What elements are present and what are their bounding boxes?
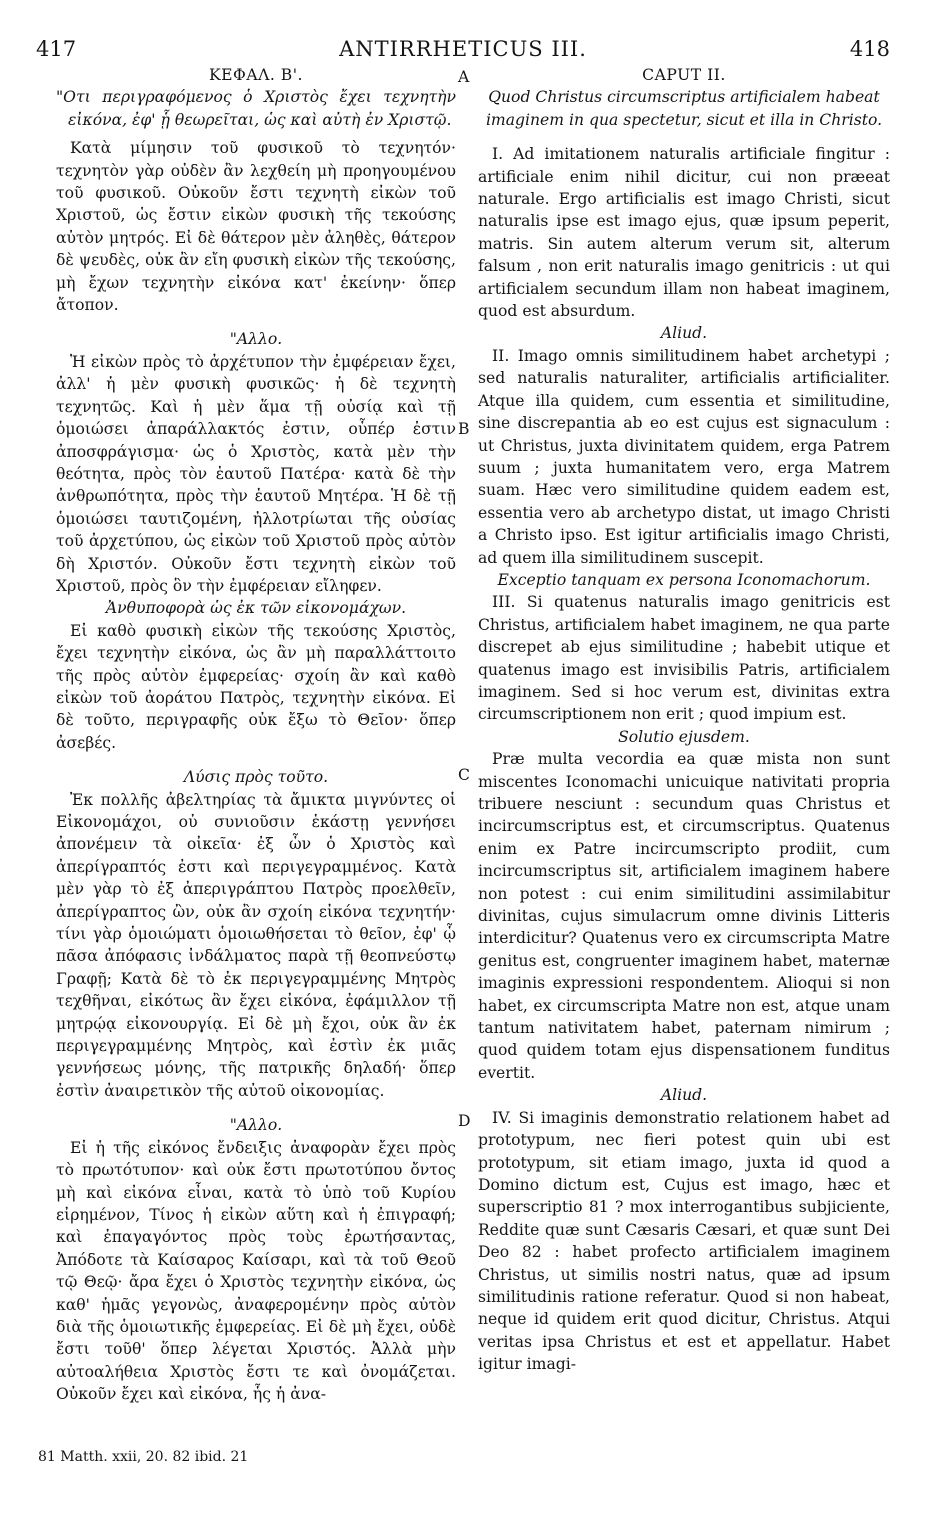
greek-paragraph: Κατὰ μίμησιν τοῦ φυσικοῦ τὸ τεχνητόν· τεχνητὸν γὰρ οὐδὲν ἂν λεχθείη μὴ προηγουμένου τοῦ φυσικοῦ. Οὐκοῦν ἔστι τεχνητὴ εἰκὼν τοῦ Χριστοῦ, ὡς ἔστιν εἰκὼν φυσικὴ τῆς τεκούσης αὐτὸν μητρός. Εἰ δὲ θάτερον μὲν ἀληθὲς, θάτερον δὲ ψευδὲς, οὐκ ἂν εἴη φυσικὴ εἰκὼν τῆς τεκούσης, μὴ ἔχων τεχνητὴν εἰκόνα κατ' ἐκείνην· ὅπερ ἄτοπον. [56,139,456,315]
latin-section-heading: Aliud. [660,324,708,343]
greek-section-heading: Λύσις πρὸς τοῦτο. [183,768,329,787]
latin-section-heading: Exceptio tanquam ex persona Iconomachorum. [497,570,871,589]
greek-paragraph: Εἰ ἡ τῆς εἰκόνος ἔνδειξις ἀναφορὰν ἔχει πρὸς τὸ πρωτότυπον· καὶ οὐκ ἔστι πρωτοτύπου ὄντος μὴ καὶ εἰκόνα εἶναι, κατὰ τὸ ὑπὸ τοῦ Κυρίου εἰρημένον, Τίνος ἡ εἰκὼν αὕτη καὶ ἡ ἐπιγραφή; καὶ ἐπαγαγόντος πρὸς τοὺς ἐρωτήσαντας, Ἀπόδοτε τὰ Καίσαρος Καίσαρι, καὶ τὰ τοῦ Θεοῦ τῷ Θεῷ· ἄρα ἔχει ὁ Χριστὸς τεχνητὴν εἰκόνα, ὡς καθ' ἡμᾶς γεγονὼς, ἀναφερομένην πρὸς αὐτὸν διὰ τῆς ὁμοιωτικῆς ἐμφερείας. Εἰ δὲ μὴ ἔχει, οὐδὲ ἔστι τοῦθ' ὅπερ λέγεται Χριστός. Ἀλλὰ μὴν αὐτοαλήθεια Χριστὸς ἔστι τε καὶ ὀνομάζεται. Οὐκοῦν ἔχει καὶ εἰκόνα, ἧς ἡ ἀνα- [56,1138,456,1404]
greek-chapter-title: "Οτι περιγραφόμενος ὁ Χριστὸς ἔχει τεχνητὴν εἰκόνα, ἐφ' ᾗ θεωρεῖται, ὡς καὶ αὐτὴ ἐν Χριστῷ. [56,88,456,129]
latin-section-heading: Aliud. [660,1086,708,1105]
latin-paragraph: III. Si quatenus naturalis imago genitricis est Christus, artificialem habet imaginem, ne qua parte discrepet ab ejus similitudine ; habebit utique et quatenus imago est invisibilis Patris, artificialem imaginem. Sed si hoc verum est, divinitas extra circumscriptionem non erit ; quod impium est. [478,593,890,724]
latin-chapter-heading: CAPUT II. [642,66,726,84]
greek-section-heading: "Αλλο. [229,330,283,349]
latin-paragraph: II. Imago omnis similitudinem habet archetypi ; sed naturalis naturaliter, artificialis artificialiter. Atque illa quidem, cum essentia et similitudine, sine discrepantia ab eo est cujus est signaculum : ut Christus, juxta divinitatem quidem, erga Patrem suum ; juxta humanitatem vero, erga Matrem suam. Hæc vero similitudine quidem eadem est, essentia vero ab archetypo distat, ut imago Christi a Christo ipso. Est igitur artificialis imago Christi, ad quem illa similitudinem suscepit. [478,346,890,567]
margin-letter-a: A [458,68,470,86]
latin-section-heading: Solutio ejusdem. [618,727,750,746]
greek-paragraph: Εἰ καθὸ φυσικὴ εἰκὼν τῆς τεκούσης Χριστὸς, ἔχει τεχνητὴν εἰκόνα, ὡς ἂν μὴ παραλλάττοιτο τῆς πρὸς αὐτὸν ἐμφερείας· σχοίη ἂν καὶ καθὸ εἰκὼν τοῦ ἀοράτου Πατρὸς, τεχνητὴν εἰκόνα. Εἰ δὲ τοῦτο, περιγραφῆς οὐκ ἔξω τὸ Θεῖον· ὅπερ ἀσεβές. [56,621,456,752]
greek-section-heading: Ἀνθυποφορὰ ὡς ἐκ τῶν εἰκονομάχων. [105,599,407,618]
latin-chapter-title: Quod Christus circumscriptus artificialem habeat imaginem in qua spectetur, sicut et illa in Christo. [485,88,883,129]
greek-paragraph: Ἡ εἰκὼν πρὸς τὸ ἀρχέτυπον τὴν ἐμφέρειαν ἔχει, ἀλλ' ἡ μὲν φυσικὴ φυσικῶς· ἡ δὲ τεχνητὴ τεχνητῶς. Καὶ ἡ μὲν ἅμα τῇ οὐσίᾳ καὶ τῇ ὁμοιώσει ἀπαράλλακτός ἐστιν, οὗπέρ ἐστιν ἀποσφράγισμα· ὡς ὁ Χριστὸς, κατὰ μὲν τὴν θεότητα, πρὸς τὸν ἑαυτοῦ Πατέρα· κατὰ δὲ τὴν ἀνθρωπότητα, πρὸς τὴν ἑαυτοῦ Μητέρα. Ἡ δὲ τῇ ὁμοιώσει ταυτιζομένη, ἠλλοτρίωται τῆς οὐσίας τοῦ ἀρχετύπου, ὡς εἰκὼν τοῦ Χριστοῦ πρὸς αὐτὸν δὴ Χριστόν. Οὐκοῦν ἔστι τεχνητὴ εἰκὼν τοῦ Χριστοῦ, πρὸς ὃν τὴν ἐμφέρειαν εἴληφεν. [56,352,456,595]
latin-paragraph: I. Ad imitationem naturalis artificiale fingitur : artificiale enim nihil dicitur, cui non præeat naturale. Ergo artificialis est imago Christi, sicut naturalis ipse est imago ejus, quæ ipsum peperit, matris. Sin autem alterum verum sit, alterum falsum , non erit naturalis imago genitricis : ut qui artificialem secundum illam non habeat imaginem, quod est absurdum. [478,145,890,321]
footnotes: 81 Matth. xxii, 20. 82 ibid. 21 [38,1449,249,1465]
latin-paragraph: IV. Si imaginis demonstratio relationem habet ad prototypum, nec fieri potest quin ubi est prototypum, sit etiam imago, juxta id quod a Domino dictum est, Cujus est imago, hæc et superscriptio 81 ? mox interrogantibus subjiciente, Reddite quæ sunt Cæsaris Cæsari, et quæ sunt Dei Deo 82 : habet profecto artificialem imaginem Christus, ut similis nostri natus, quæ ad ipsum similitudinis ratione referatur. Quod si non habeat, neque id quidem erit quod dicitur, Christus. Atqui veritas ipsa Christus et est et appellatur. Habet igitur imagi- [478,1108,890,1374]
margin-letter-b: B [458,420,470,438]
margin-letter-d: D [458,1112,471,1130]
greek-column [56,64,456,1406]
latin-paragraph: Præ multa vecordia ea quæ mista non sunt miscentes Iconomachi unicuique nativitati propria tribuere nesciunt : secundum quas Christus et incircumscriptus est, et circumscriptus. Quatenus enim ex Patre incircumscripto prodiit, cum incircumscriptus sit, artificialem imaginem habere non potest : cui enim similitudini assimilabitur divinitas, cujus simulacrum omne divinis Litteris interdicitur? Quatenus vero ex circumscripta Matre genitus est, congruenter imaginem habet, maternæ imaginis expressioni respondentem. Alioqui si non habet, ex circumscripta Matre non est, atque unam tantum nativitatem habet, paternam nimirum ; quod quidem totam ejus dispensationem funditus evertit. [478,750,890,1082]
page-number-right: 418 [849,37,890,61]
page-number-left: 417 [36,37,77,61]
greek-section-heading: "Αλλο. [229,1116,283,1135]
greek-chapter-heading: ΚΕΦΑΛ. Β'. [209,66,303,84]
latin-column [478,64,890,1376]
running-title: ANTIRRHETICUS III. [339,37,587,61]
greek-paragraph: Ἐκ πολλῆς ἀβελτηρίας τὰ ἄμικτα μιγνύντες οἱ Εἰκονομάχοι, οὐ συνιοῦσιν ἑκάστῃ γεννήσει ἀπονέμειν τὰ οἰκεῖα· ἐξ ὧν ὁ Χριστὸς καὶ ἀπερίγραπτός ἐστι καὶ περιγεγραμμένος. Κατὰ μὲν γὰρ τὸ ἐξ ἀπεριγράπτου Πατρὸς προελθεῖν, ἀπερίγραπτος ὢν, οὐκ ἂν σχοίη εἰκόνα τεχνητήν· τίνι γὰρ ὁμοιώματι ὁμοιωθήσεται τὸ θεῖον, ἐφ' ᾧ πᾶσα ἀπόφασις ἰνδάλματος παρὰ τῇ θεοπνεύστῳ Γραφῇ; Κατὰ δὲ τὸ ἐκ περιγεγραμμένης Μητρὸς τεχθῆναι, εἰκότως ἂν ἔχει εἰκόνα, ἐφάμιλλον τῇ μητρῴᾳ εἰκονουργίᾳ. Εἰ δὲ μὴ ἔχοι, οὐκ ἂν ἐκ περιγεγραμμένης Μητρὸς, καὶ ἐστὶν ἐκ μιᾶς γεννήσεως μόνης, τῆς πατρικῆς δηλαδή· ὅπερ ἐστὶν ἀναιρετικὸν τῆς αὐτοῦ οἰκονομίας. [56,790,456,1100]
margin-letter-c: C [458,766,470,784]
